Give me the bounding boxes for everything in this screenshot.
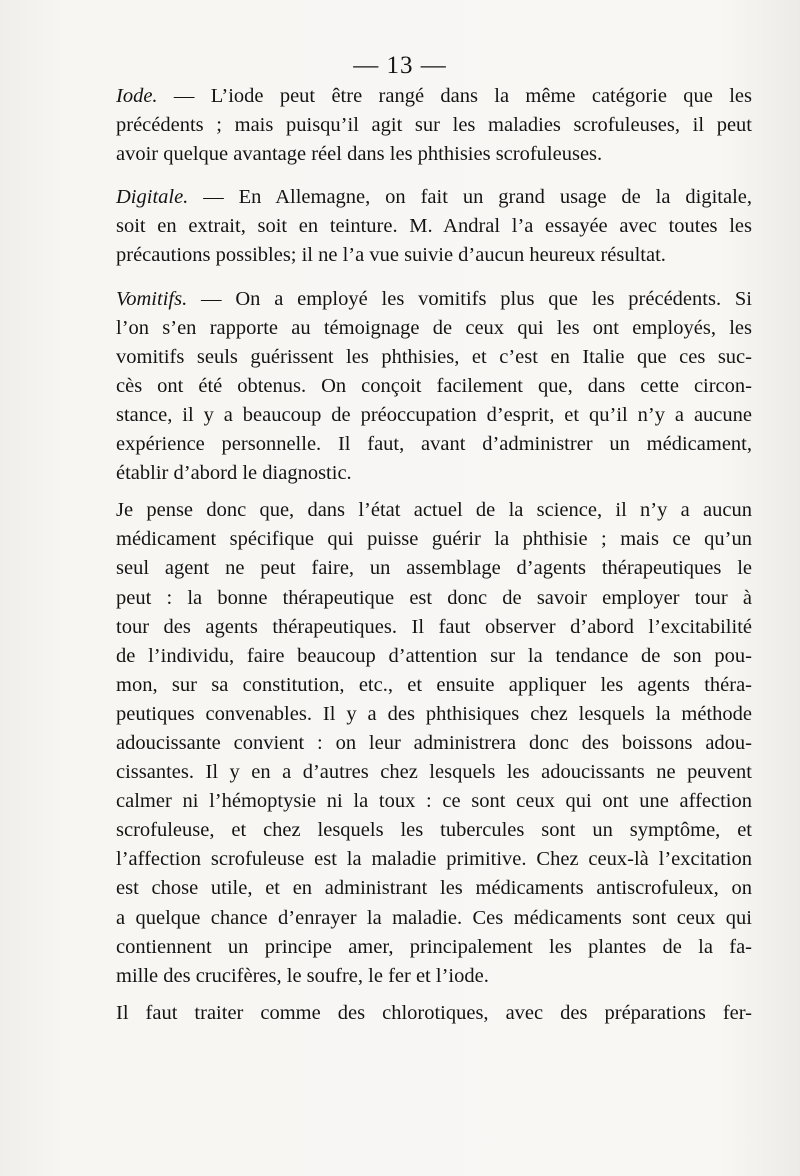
paragraph-digitale (116, 183, 752, 270)
line-text: — On a employé les vomitifs plus que les précédents. Si (187, 287, 752, 310)
text-line: établir d’abord le diagnostic. (116, 462, 352, 485)
paragraph-gap (116, 169, 752, 183)
text-line: l’affection scrofuleuse est la maladie primitive. Chez ceux-là l’excitation (116, 848, 752, 871)
text-line: stance, il y a beaucoup de préoccupation d’esprit, et qu’il n’y a aucune (116, 403, 752, 426)
paragraph-gap (116, 271, 752, 285)
text-line: est chose utile, et en administrant les médicaments antiscrofuleux, on (116, 877, 752, 900)
text-line (116, 183, 752, 212)
text-line (116, 285, 752, 314)
text-line: précautions possibles; il ne l’a vue suivie d’aucun heureux résultat. (116, 244, 666, 267)
body-text (116, 82, 752, 1028)
text-line: mon, sur sa constitution, etc., et ensuite appliquer les agents théra- (116, 673, 752, 696)
text-line: expérience personnelle. Il faut, avant d’administrer un médicament, (116, 433, 752, 456)
paragraph-iode (116, 82, 752, 169)
text-line: calmer ni l’hémoptysie ni la toux : ce sont ceux qui ont une affection (116, 790, 752, 813)
paragraph-term: Digitale. (116, 186, 189, 209)
page-number: — 13 — (353, 52, 447, 79)
text-line: précédents ; mais puisqu’il agit sur les maladies scrofuleuses, il peut (116, 114, 752, 137)
text-line: vomitifs seuls guérissent les phthisies, et c’est en Italie que ces suc- (116, 345, 752, 368)
line-text: — L’iode peut être rangé dans la même catégorie que les (157, 85, 752, 107)
text-line: scrofuleuse, et chez lesquels les tubercules sont un symptôme, et (116, 819, 752, 842)
paragraph-term: Vomitifs. (116, 287, 188, 310)
text-line: tour des agents thérapeutiques. Il faut observer d’abord l’excitabilité (116, 615, 752, 638)
text-line: contiennent un principe amer, principalement les plantes de la fa- (116, 935, 752, 958)
text-line: médicament spécifique qui puisse guérir la phthisie ; mais ce qu’un (116, 528, 752, 551)
paragraph-final (116, 999, 752, 1028)
paragraph-term: Iode. (116, 85, 158, 107)
paragraph-gap (116, 488, 752, 496)
text-line: Je pense donc que, dans l’état actuel de la science, il n’y a aucun (116, 499, 752, 522)
text-line: mille des crucifères, le soufre, le fer et l’iode. (116, 964, 489, 987)
text-line: seul agent ne peut faire, un assemblage d’agents thérapeutiques le (116, 557, 752, 580)
text-line: avoir quelque avantage réel dans les phthisies scrofuleuses. (116, 143, 603, 166)
line-text: — En Allemagne, on fait un grand usage de la digitale, (188, 186, 752, 209)
text-line: de l’individu, faire beaucoup d’attention sur la tendance de son pou- (116, 644, 752, 667)
paragraph-conclusion (116, 496, 752, 991)
text-line: cissantes. Il y en a d’autres chez lesquels les adoucissants ne peuvent (116, 761, 752, 784)
text-line (116, 82, 752, 111)
paragraph-vomitifs (116, 285, 752, 489)
text-line: Il faut traiter comme des chlorotiques, avec des préparations fer- (116, 1001, 752, 1024)
text-line: peut : la bonne thérapeutique est donc de savoir employer tour à (116, 586, 752, 609)
text-line: cès ont été obtenus. On conçoit facilement que, dans cette circon- (116, 374, 752, 397)
text-line: l’on s’en rapporte au témoignage de ceux qui les ont employés, les (116, 316, 752, 339)
text-line: a quelque chance d’enrayer la maladie. Ces médicaments sont ceux qui (116, 906, 752, 929)
text-line: soit en extrait, soit en teinture. M. Andral l’a essayée avec toutes les (116, 215, 752, 238)
text-line: adoucissante convient : on leur administrera donc des boissons adou- (116, 731, 752, 754)
paragraph-gap (116, 991, 752, 999)
text-line: peutiques convenables. Il y a des phthisiques chez lesquels la méthode (116, 702, 752, 725)
